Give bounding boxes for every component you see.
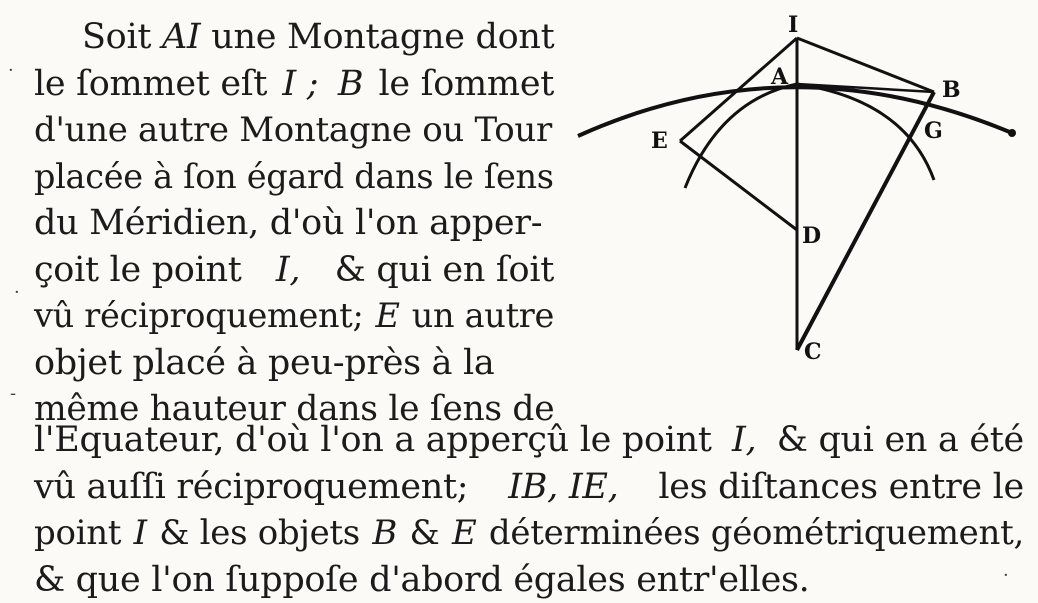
text-line: [34, 340, 554, 387]
text-run: & qui en ſoit: [324, 247, 554, 294]
text-run: du Méridien, d'où l'on apper-: [34, 200, 542, 247]
text-run: vû auſſi réciproquement;: [34, 464, 479, 511]
text-line: [34, 61, 554, 108]
italic-reference: B: [372, 510, 397, 557]
text-run: vû réciproquement;: [34, 293, 374, 340]
inner-arc-left: [685, 84, 797, 188]
text-run: une Montagne dont: [200, 14, 554, 61]
label-I: I: [788, 12, 798, 38]
italic-reference: I: [134, 510, 147, 557]
paragraph-wrapped-text: [34, 14, 554, 433]
italic-reference: B: [338, 61, 363, 108]
label-A: A: [770, 64, 789, 90]
italic-reference: I,: [276, 247, 300, 294]
text-run: le ſommet: [368, 61, 554, 108]
text-line: [34, 557, 1024, 603]
text-line: [34, 247, 554, 294]
text-line: [34, 14, 554, 61]
text-run: & que l'on ſuppoſe d'abord égales entr'elles.: [34, 557, 809, 603]
ink-speck: ·: [14, 282, 20, 303]
text-run: [323, 61, 334, 108]
paragraph-full-width-text: [34, 417, 1024, 603]
italic-reference: I,: [732, 417, 756, 464]
text-line: [34, 510, 1024, 557]
text-run: l'Equateur, d'où l'on a apperçû le point: [34, 417, 722, 464]
text-run: Soit: [82, 14, 162, 61]
ink-speck: ·: [1003, 565, 1009, 586]
text-line: [34, 293, 554, 340]
text-run: &: [399, 510, 450, 557]
line-B-C: [797, 92, 934, 350]
text-run: objet placé à peu-près à la: [34, 340, 495, 387]
text-line: [34, 417, 1024, 464]
text-run: d'une autre Montagne ou Tour: [34, 107, 552, 154]
italic-reference: IB, IE,: [508, 464, 618, 511]
italic-reference: E: [376, 293, 400, 340]
text-run: même hauteur dans le ſens de: [34, 386, 554, 433]
text-line: [34, 200, 554, 247]
label-D: D: [802, 223, 821, 249]
text-run: déterminées géométriquement,: [478, 510, 1024, 557]
text-run: point: [34, 510, 132, 557]
text-run: çoit le point: [34, 247, 252, 294]
text-line: [34, 154, 554, 201]
text-run: le ſommet eſt: [34, 61, 278, 108]
line-E-D: [680, 141, 797, 230]
text-run: placée à ſon égard dans le ſens: [34, 154, 554, 201]
italic-reference: I ;: [282, 61, 318, 108]
line-I-B: [797, 38, 934, 92]
label-C: C: [804, 339, 822, 365]
italic-reference: AI: [162, 14, 201, 61]
ink-speck: ·: [8, 60, 14, 81]
label-E: E: [651, 128, 668, 154]
text-run: & qui en a été: [766, 417, 1024, 464]
earth-arc-end-dot: [1008, 129, 1016, 137]
label-B: B: [942, 77, 961, 103]
italic-reference: E: [452, 510, 477, 557]
text-line: [34, 464, 1024, 511]
label-G: G: [924, 118, 943, 144]
ink-speck: -: [10, 383, 16, 404]
text-run: les diſtances entre le: [648, 464, 1024, 511]
geometry-figure: [570, 0, 1038, 370]
text-run: & les objets: [149, 510, 371, 557]
text-run: un autre: [401, 293, 554, 340]
text-line: [34, 107, 554, 154]
